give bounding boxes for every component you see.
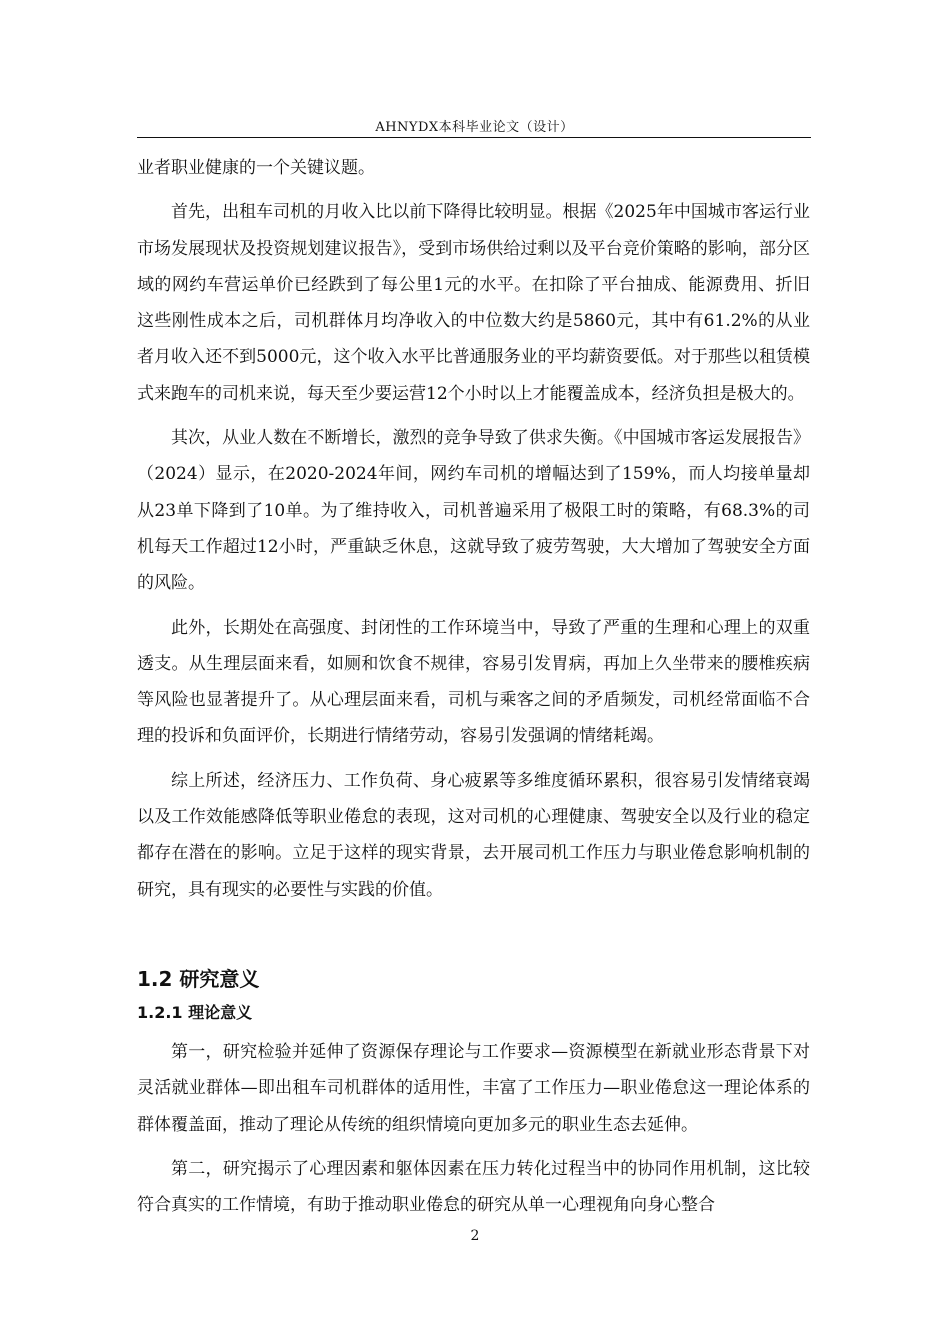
page-number: 2 bbox=[470, 1228, 480, 1244]
paragraph-continuation: 业者职业健康的一个关键议题。 bbox=[137, 158, 375, 178]
paragraph-summary: 综上所述，经济压力、工作负荷、身心疲累等多维度循环累积，很容易引发情绪衰竭以及工作效能感降低等职业倦怠的表现，这对司机的心理健康、驾驶安全以及行业的稳定都存在潜在的影响。立足于这样的现实背景，去开展司机工作压力与职业倦怠影响机制的研究，具有现实的必要性与实践的价值。 bbox=[137, 770, 810, 900]
running-header: AHNYDX本科毕业论文（设计） bbox=[375, 120, 574, 135]
paragraph-income: 首先，出租车司机的月收入比以前下降得比较明显。根据《2025年中国城市客运行业市场发展现状及投资规划建议报告》，受到市场供给过剩以及平台竞价策略的影响，部分区域的网约车营运单价已经跌到了每公里1元的水平。在扣除了平台抽成、能源费用、折旧这些刚性成本之后，司机群体月均净收入的中位数大约是5860元，其中有61.2%的从业者月收入还不到5000元，这个收入水平比普通服务业的平均薪资要低。对于那些以租赁模式来跑车的司机来说，每天至少要运营12个小时以上才能覆盖成本，经济负担是极大的。 bbox=[137, 202, 810, 404]
page-body bbox=[137, 150, 810, 1223]
paragraph-competition: 其次，从业人数在不断增长，激烈的竞争导致了供求失衡。《中国城市客运发展报告》（2024）显示，在2020-2024年间，网约车司机的增幅达到了159%，而人均接单量却从23单下降到了10单。为了维持收入，司机普遍采用了极限工时的策略，有68.3%的司机每天工作超过12小时，严重缺乏休息，这就导致了疲劳驾驶，大大增加了驾驶安全方面的风险。 bbox=[137, 428, 810, 594]
paragraph-theory-second: 第二，研究揭示了心理因素和躯体因素在压力转化过程当中的协同作用机制，这比较符合真实的工作情境，有助于推动职业倦怠的研究从单一心理视角向身心整合 bbox=[137, 1158, 810, 1216]
paragraph-health: 此外，长期处在高强度、封闭性的工作环境当中，导致了严重的生理和心理上的双重透支。从生理层面来看，如厕和饮食不规律，容易引发胃病，再加上久坐带来的腰椎疾病等风险也显著提升了。从心理层面来看，司机与乘客之间的矛盾频发，司机经常面临不合理的投诉和负面评价，长期进行情绪劳动，容易引发强调的情绪耗竭。 bbox=[137, 617, 810, 747]
subsection-heading: 1.2.1 理论意义 bbox=[137, 1002, 253, 1022]
header-divider bbox=[137, 137, 811, 138]
section-heading: 1.2 研究意义 bbox=[137, 966, 260, 991]
paragraph-theory-first: 第一，研究检验并延伸了资源保存理论与工作要求—资源模型在新就业形态背景下对灵活就业群体—即出租车司机群体的适用性，丰富了工作压力—职业倦怠这一理论体系的群体覆盖面，推动了理论从传统的组织情境向更加多元的职业生态去延伸。 bbox=[137, 1041, 810, 1135]
